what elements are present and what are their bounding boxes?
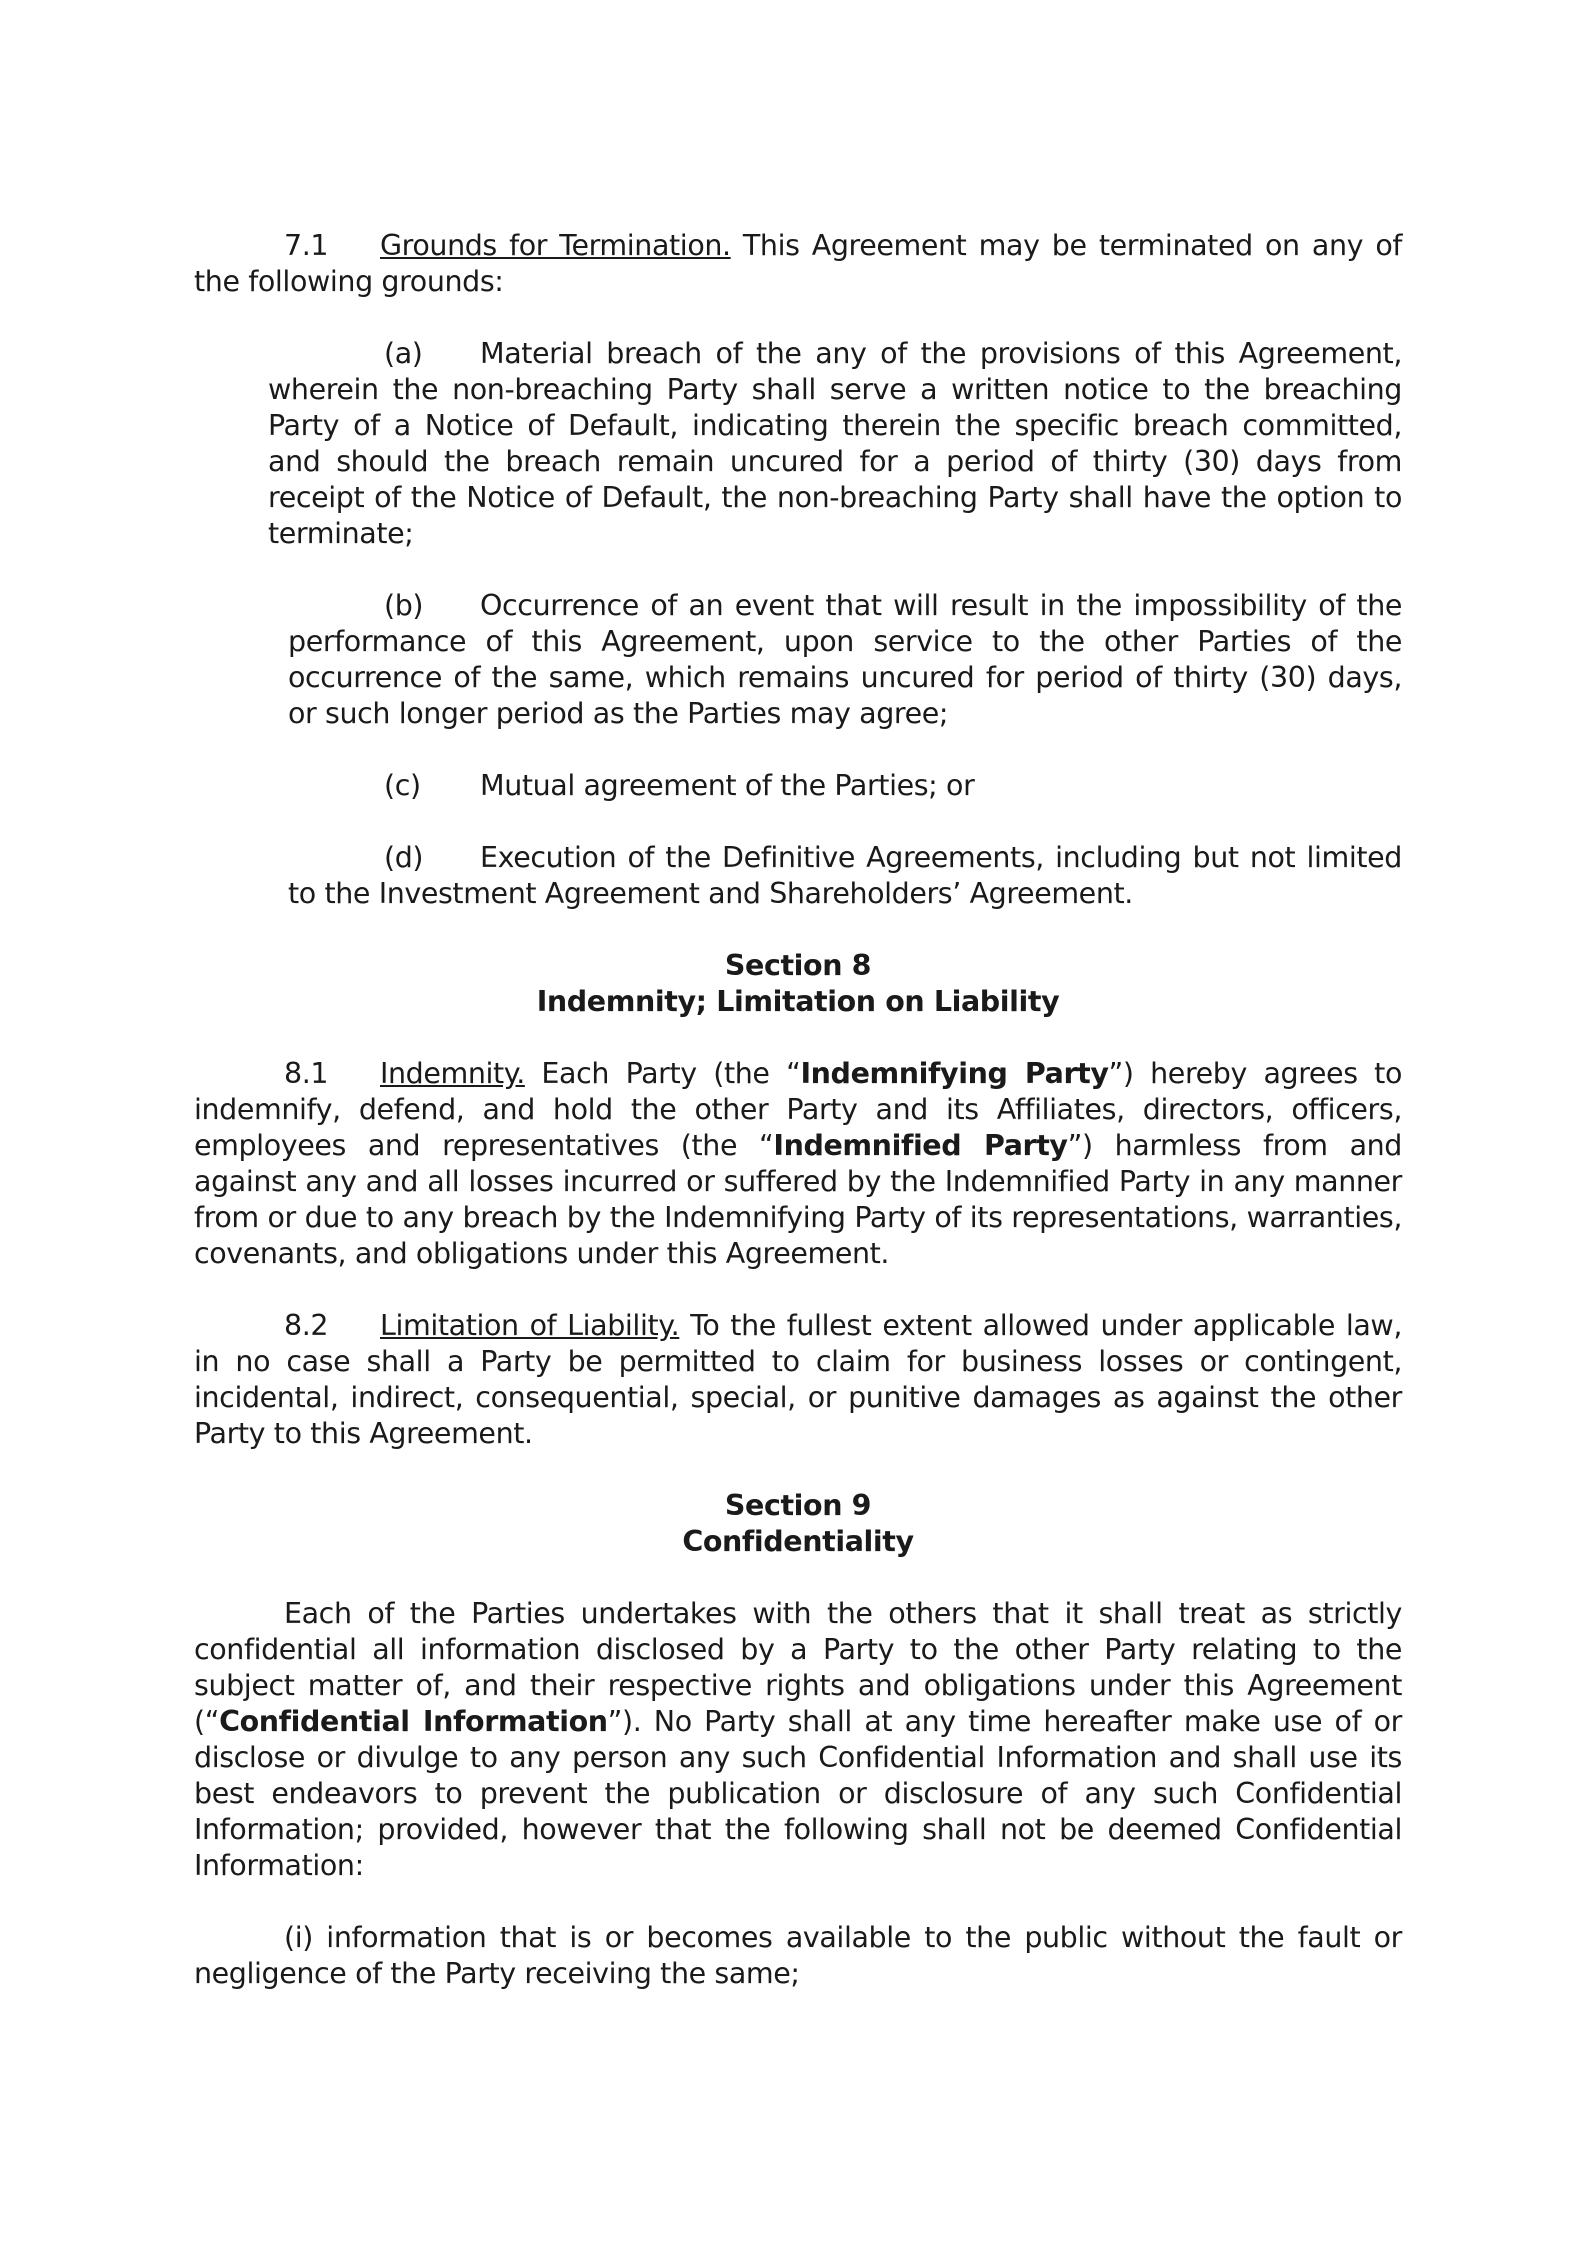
defined-term: Indemnified Party <box>773 1129 1068 1162</box>
section-subtitle: Indemnity; Limitation on Liability <box>536 985 1060 1018</box>
clause-text: Each of the Parties undertakes with the others that it shall treat as strictly confidential all information disclosed by a Party to the other Party relating to the subject matter of, and their respective rights and obligations under this Agreement (“ <box>194 1597 1402 1738</box>
item-d <box>288 840 1402 912</box>
item-label: (c) <box>384 769 421 802</box>
item-text: Mutual agreement of the Parties; or <box>480 769 975 802</box>
clause-number: 7.1 <box>284 229 329 262</box>
item-a <box>268 336 1402 552</box>
clause-text: ”). No Party shall at any time hereafter make use of or disclose or divulge to any person any such Confidential Information and shall use its best endeavors to prevent the publication or disclosure of any such Confidential Information; provided, however that the following shall not be deemed Confidential Information: <box>194 1705 1402 1882</box>
clause-text: This Agreement may be terminated on any of the following grounds: <box>194 229 1402 298</box>
clause-title: Indemnity. <box>380 1057 525 1090</box>
clause-title: Limitation of Liability. <box>380 1309 680 1342</box>
clause-text: To the fullest extent allowed under applicable law, in no case shall a Party be permitted to claim for business losses or contingent, incidental, indirect, consequential, special, or punitive damages as against the other Party to this Agreement. <box>194 1309 1402 1450</box>
clause-text: ”) hereby agrees to indemnify, defend, and hold the other Party and its Affiliates, directors, officers, employees and representatives (the “ <box>194 1057 1402 1162</box>
section-9-heading <box>194 1488 1402 1560</box>
document-page <box>194 228 1402 2028</box>
item-label: (a) <box>384 337 423 370</box>
item-text: Occurrence of an event that will result in the impossibility of the performance of this Agreement, upon service to the other Parties of the occurrence of the same, which remains uncured for period of thirty (30) days, or such longer period as the Parties may agree; <box>288 589 1402 730</box>
section-8-heading <box>194 948 1402 1020</box>
item-c <box>288 768 1402 804</box>
exception-text: (i) information that is or becomes available to the public without the fault or negligence of the Party receiving the same; <box>194 1921 1402 1990</box>
clause-number: 8.2 <box>284 1309 329 1342</box>
clause-number: 8.1 <box>284 1057 329 1090</box>
defined-term: Indemnifying Party <box>800 1057 1109 1090</box>
section-title: Section 9 <box>724 1489 872 1522</box>
section-title: Section 8 <box>724 949 872 982</box>
item-text: Material breach of the any of the provisions of this Agreement, wherein the non-breaching Party shall serve a written notice to the breaching Party of a Notice of Default, indicating therein the specific breach committed, and should the breach remain uncured for a period of thirty (30) days from receipt of the Notice of Default, the non-breaching Party shall have the option to terminate; <box>268 337 1402 550</box>
clause-7-1 <box>194 228 1402 300</box>
exception-i <box>194 1920 1402 1992</box>
confidentiality-paragraph <box>194 1596 1402 1884</box>
defined-term: Confidential Information <box>219 1705 608 1738</box>
clause-8-1 <box>194 1056 1402 1272</box>
section-subtitle: Confidentiality <box>682 1525 914 1558</box>
item-text: Execution of the Definitive Agreements, including but not limited to the Investment Agreement and Shareholders’ Agreement. <box>288 841 1402 910</box>
clause-title: Grounds for Termination. <box>380 229 731 262</box>
clause-text: Each Party (the “ <box>524 1057 801 1090</box>
item-b <box>288 588 1402 732</box>
clause-text: ”) harmless from and against any and all losses incurred or suffered by the Indemnified Party in any manner from or due to any breach by the Indemnifying Party of its representations, warranties, covenants, and obligations under this Agreement. <box>194 1129 1402 1270</box>
item-label: (d) <box>384 841 424 874</box>
item-label: (b) <box>384 589 424 622</box>
clause-8-2 <box>194 1308 1402 1452</box>
